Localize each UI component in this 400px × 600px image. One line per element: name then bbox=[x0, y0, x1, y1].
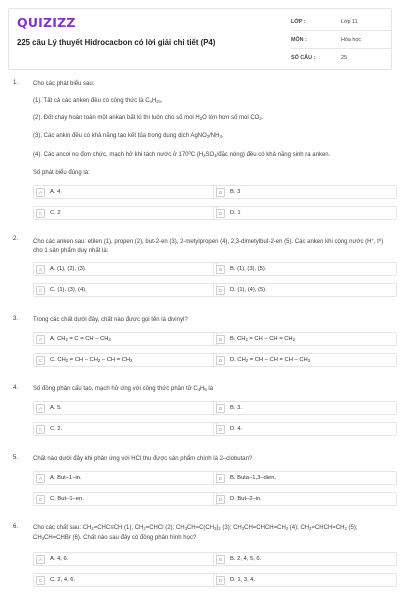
option-b[interactable] bbox=[213, 401, 397, 415]
question-stem: Cho các phát biểu sau: (1). Tất cả các anken đều có công thức là $C_nH_{2n}$. (2). Đốt cháy hoàn toàn một ankan bất kì thì luôn cho số mol $H_2O$ lớn hơn số mol $CO_2$. (3). Các ankin đều có khả năng tạo kết tủa trong dung dịch $AgNO_3/NH_3$. (4). Các ancol no đơn chức, mạch hở khi tách nước ở $170^0C$ ($H_2SO_4$/đặc nóng) đều có khả năng sinh ra anken. Số phát biểu đúng là: bbox=[33, 81, 331, 176]
option-letter: A bbox=[36, 555, 45, 564]
option-letter: C bbox=[36, 209, 45, 218]
option-b[interactable] bbox=[213, 552, 397, 566]
option-text: A. 4, 6. bbox=[50, 556, 69, 562]
option-letter: D bbox=[216, 425, 225, 434]
quizizz-logo: QUIZIZZ bbox=[17, 15, 76, 30]
option-text: B. 2, 4, 5, 6. bbox=[230, 556, 262, 562]
option-b[interactable] bbox=[213, 471, 397, 485]
question-number: 3. bbox=[13, 316, 19, 322]
option-letter: B bbox=[216, 404, 225, 413]
meta-value: Hóa học bbox=[341, 36, 362, 43]
option-letter: D bbox=[216, 286, 225, 295]
option-d[interactable] bbox=[213, 353, 397, 367]
option-letter: A bbox=[36, 474, 45, 483]
option-text: B. 3 bbox=[230, 189, 241, 195]
option-a[interactable] bbox=[33, 332, 217, 346]
option-c[interactable] bbox=[33, 206, 217, 220]
option-text: C. 2. bbox=[50, 426, 63, 432]
meta-row-count bbox=[291, 49, 391, 67]
option-letter: A bbox=[36, 265, 45, 274]
option-a[interactable] bbox=[33, 471, 217, 485]
option-a[interactable] bbox=[33, 552, 217, 566]
option-letter: B bbox=[216, 188, 225, 197]
meta-label: SỐ CÂU : bbox=[291, 55, 316, 61]
option-a[interactable] bbox=[33, 401, 217, 415]
meta-label: MÔN : bbox=[291, 36, 307, 43]
option-letter: D bbox=[216, 495, 225, 504]
option-b[interactable] bbox=[213, 262, 397, 276]
meta-table bbox=[291, 13, 391, 67]
meta-label: LỚP : bbox=[291, 18, 306, 25]
question-stem: Chất nào dưới đây khi phản ứng với HCl thu được sản phẩm chính là 2–clobutan? bbox=[33, 456, 253, 462]
question-number: 2. bbox=[13, 236, 19, 242]
option-letter: B bbox=[216, 265, 225, 274]
option-d[interactable] bbox=[213, 573, 397, 587]
question-number: 1. bbox=[13, 80, 19, 86]
option-letter: A bbox=[36, 335, 45, 344]
option-text: B. Buta–1,3–dien. bbox=[230, 475, 277, 481]
option-letter: C bbox=[36, 495, 45, 504]
option-letter: D bbox=[216, 356, 225, 365]
option-letter: C bbox=[36, 286, 45, 295]
meta-row-subject bbox=[291, 31, 391, 49]
document-title: 225 câu Lý thuyết Hidrocacbon có lời giải chi tiết (P4) bbox=[17, 38, 216, 47]
option-b[interactable] bbox=[213, 185, 397, 199]
option-text: C. (1), (3), (4). bbox=[50, 287, 87, 293]
question-number: 4. bbox=[13, 385, 19, 391]
option-b[interactable] bbox=[213, 332, 397, 346]
option-text: C. 2 bbox=[50, 210, 61, 216]
option-c[interactable] bbox=[33, 283, 217, 297]
option-d[interactable] bbox=[213, 206, 397, 220]
option-d[interactable] bbox=[213, 283, 397, 297]
document-header bbox=[8, 8, 392, 70]
option-letter: B bbox=[216, 555, 225, 564]
option-text: D. (1), (4), (5). bbox=[230, 287, 267, 293]
option-text: D. 1, 3, 4. bbox=[230, 577, 256, 583]
question-stem: Cho các anken sau: etilen (1), propen (2), but-2-en (3), 2-metylpropen (4), 2,3-dimetylbut-2-en (5). Các anken khi cộng nước (H+, $t^o$) cho 1 sản phẩm duy nhất là: bbox=[33, 237, 384, 254]
question-stem: Cho các chất sau: $CH_2=CHC\equiv CH$ (1); $CH_2=CHCl$ (2); $CH_3CH=C(CH_3)_2$ (3); $CH_3CH=CHCH=CH_2$ (4); $CH_2=CHCH=CH_2$ (5); $CH_3CH=CHBr$ (6). Chất nào sau đây có đồng phân hình học? bbox=[33, 525, 358, 541]
option-a[interactable] bbox=[33, 185, 217, 199]
option-text: A. 5. bbox=[50, 405, 62, 411]
option-text: D. $CH_2$ = CH – CH = CH – $CH_3$ bbox=[230, 357, 311, 363]
option-text: C. But–1–en. bbox=[50, 496, 84, 502]
option-letter: D bbox=[216, 576, 225, 585]
option-c[interactable] bbox=[33, 422, 217, 436]
option-text: B. 3. bbox=[230, 405, 242, 411]
option-text: B. (1), (3), (5). bbox=[230, 266, 267, 272]
question-number: 6. bbox=[13, 524, 19, 530]
option-text: A. $CH_2 = C$ = CH – $CH_3$ bbox=[50, 336, 111, 342]
option-text: D. 4. bbox=[230, 426, 243, 432]
meta-value: Lớp 11 bbox=[341, 18, 358, 25]
option-d[interactable] bbox=[213, 492, 397, 506]
meta-value: 25 bbox=[341, 55, 347, 61]
option-text: D. But–2–in. bbox=[230, 496, 262, 502]
option-text: D. 1 bbox=[230, 210, 241, 216]
option-letter: C bbox=[36, 356, 45, 365]
option-text: C. 2, 4, 6. bbox=[50, 577, 76, 583]
option-text: A. 4 bbox=[50, 189, 61, 195]
option-c[interactable] bbox=[33, 492, 217, 506]
option-text: C. $CH_2$ = CH – $CH_2$ – CH = $CH_2$ bbox=[50, 357, 133, 363]
option-letter: C bbox=[36, 425, 45, 434]
option-a[interactable] bbox=[33, 262, 217, 276]
option-text: B. $CH_2$ = CH – CH = $CH_2$ bbox=[230, 336, 295, 342]
option-letter: D bbox=[216, 209, 225, 218]
option-c[interactable] bbox=[33, 353, 217, 367]
option-letter: A bbox=[36, 404, 45, 413]
option-c[interactable] bbox=[33, 573, 217, 587]
question-stem: Số đồng phân cấu tạo, mạch hở ứng với công thức phân tử $C_4H_6$ là bbox=[33, 386, 214, 392]
option-letter: A bbox=[36, 188, 45, 197]
option-d[interactable] bbox=[213, 422, 397, 436]
option-text: A. But–1–in. bbox=[50, 475, 82, 481]
option-letter: B bbox=[216, 335, 225, 344]
question-number: 5. bbox=[13, 455, 19, 461]
meta-row-class bbox=[291, 13, 391, 31]
option-letter: B bbox=[216, 474, 225, 483]
question-stem: Trong các chất dưới đây, chất nào được gọi tên là divinyl? bbox=[33, 317, 188, 323]
option-letter: C bbox=[36, 576, 45, 585]
option-text: A. (1), (2), (3). bbox=[50, 266, 87, 272]
